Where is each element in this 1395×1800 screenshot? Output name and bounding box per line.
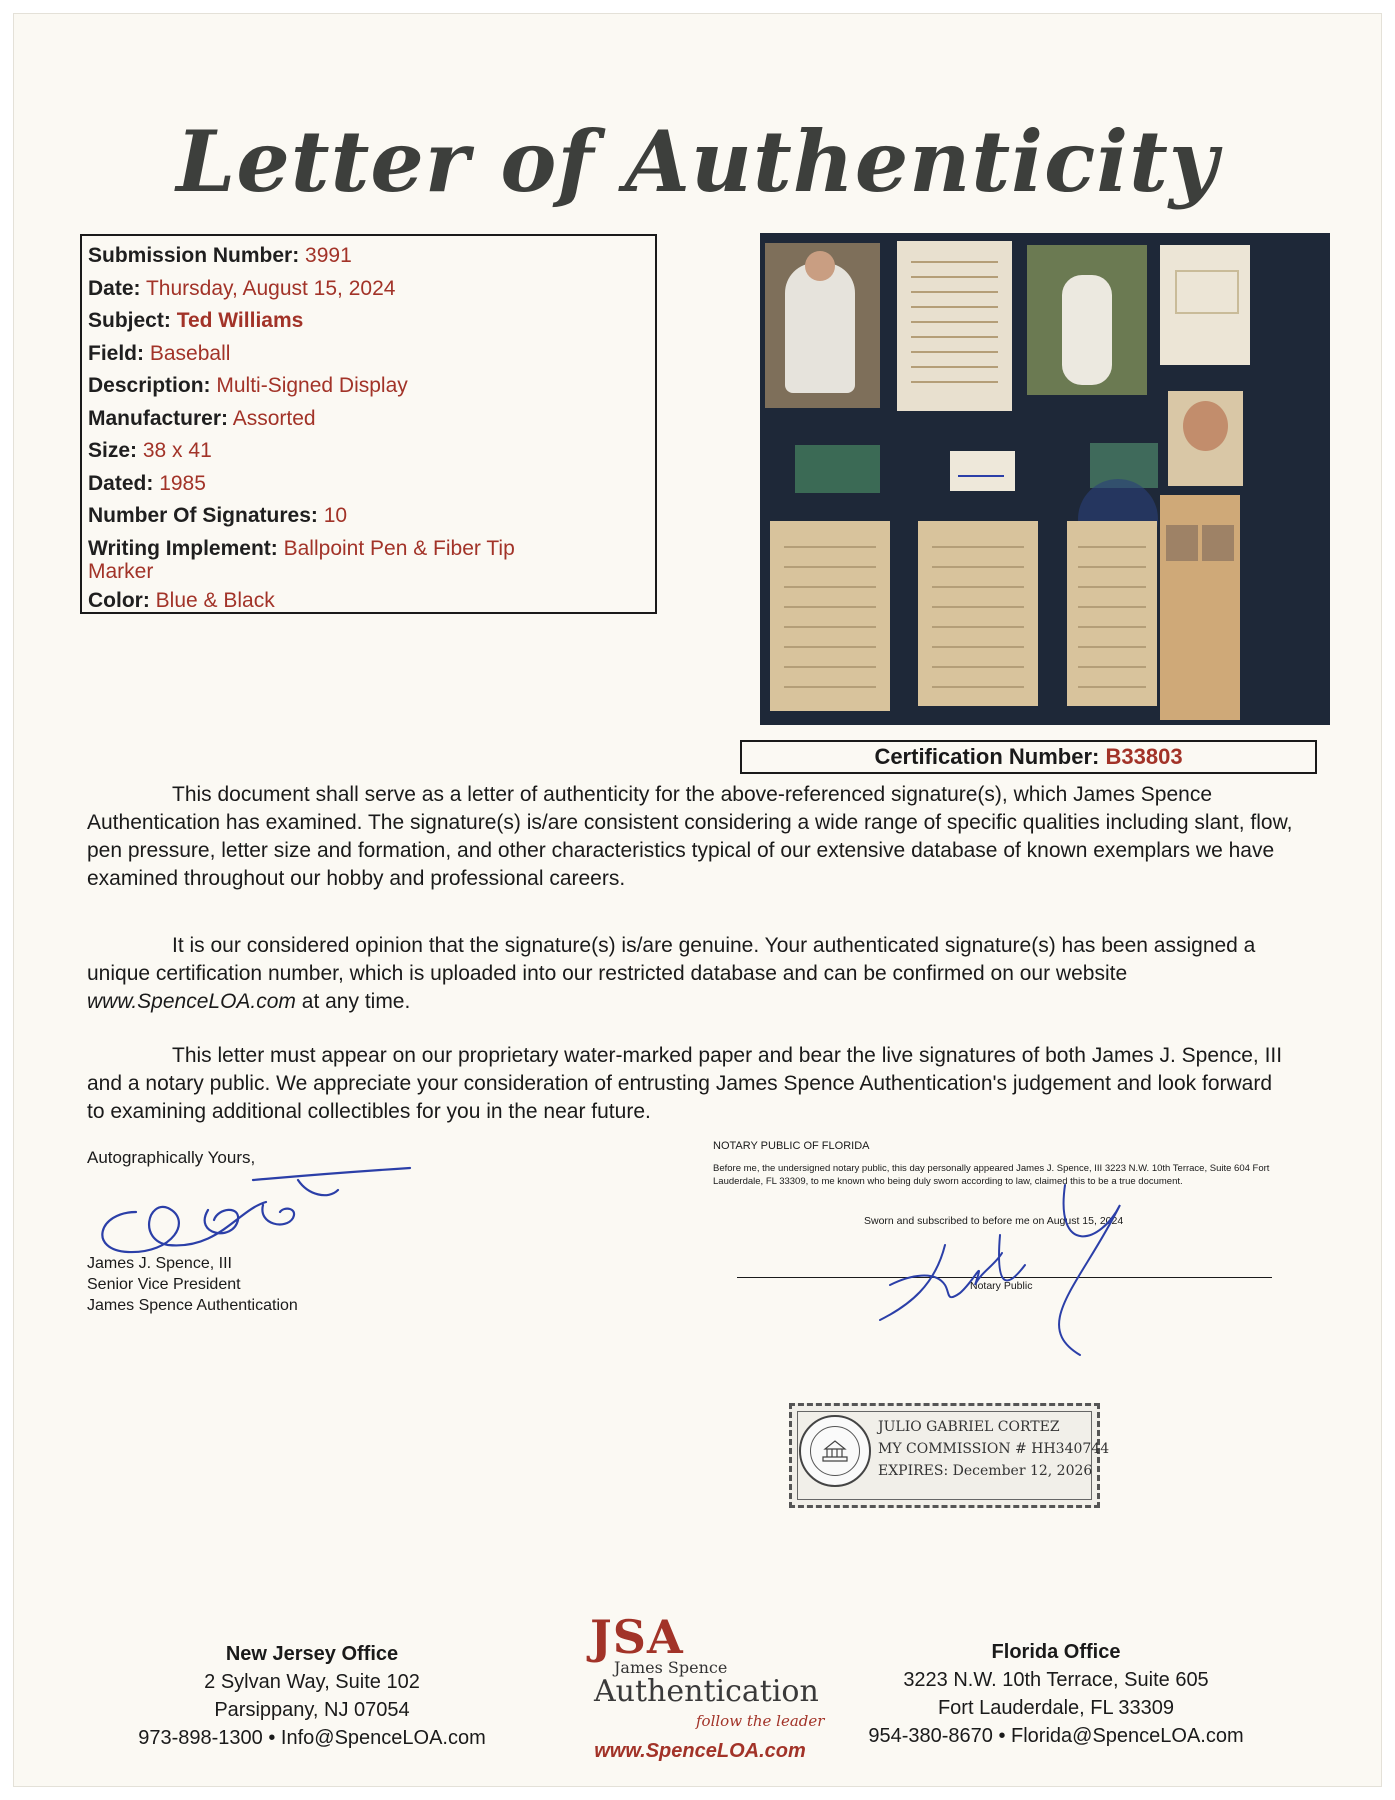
signatory-role: Senior Vice President [87,1276,241,1293]
florida-notary-seal [799,1415,871,1487]
signatures-value: 10 [323,504,348,527]
nj-office-address-1: 2 Sylvan Way, Suite 102 [204,1671,420,1693]
player-photo-left [765,243,880,408]
jsa-logo [550,1610,850,1770]
manufacturer-row [88,403,649,436]
body-paragraph-3 [87,1042,1295,1126]
notary-stamp-text [878,1416,1109,1482]
signatures-row [88,500,649,533]
body-paragraph-2 [87,932,1295,1016]
subject-value: Ted Williams [176,309,304,332]
website-link[interactable]: www.SpenceLOA.com [87,990,296,1013]
date-value: Thursday, August 15, 2024 [145,276,396,300]
letter-document-3 [1067,521,1157,706]
subject-label: Subject: [88,309,171,332]
notary-name: JULIO GABRIEL CORTEZ [878,1419,1060,1435]
notary-signature [850,1175,1180,1375]
letterhead-document [1160,245,1250,365]
new-jersey-office [102,1640,522,1752]
field-label: Field: [88,341,144,365]
notary-commission: MY COMMISSION # HH340744 [878,1441,1110,1457]
florida-office [846,1638,1266,1750]
submission-details-box [80,234,657,614]
jsa-wordmark: JSA [590,1610,684,1664]
jsa-tagline: follow the leader [696,1712,825,1730]
sworn-statement: Sworn and subscribed to before me on August 15, 2024 [864,1215,1124,1227]
fl-office-address-1: 3223 N.W. 10th Terrace, Suite 605 [903,1669,1209,1691]
stadium-card-left [795,445,880,493]
body-paragraph-1-text: This document shall serve as a letter of authenticity for the above-referenced signature(s), which James Spence Authentication has examined. The signature(s) is/are consistent considering a wide range of specific qualities including slant, flow, pen pressure, letter size and formation, and other characteristics typical of our extensive database of known exemplars we have examined throughout our hobby and professional careers. [87,783,1293,890]
notary-statement: Before me, the undersigned notary public, this day personally appeared James J. Spence, III 3223 N.W. 10th Terrace, Suite 604 Fort Lauderdale, FL 33309, to me known who being duly sworn according to law, claimed this to be a true document. [713,1163,1270,1187]
dated-label: Dated: [88,471,154,495]
spence-signature [88,1150,418,1260]
signed-card [950,451,1015,491]
size-label: Size: [88,439,138,462]
field-row [88,338,649,371]
nj-office-contact: 973-898-1300 • Info@SpenceLOA.com [138,1727,486,1749]
portrait-card [1168,391,1243,486]
nj-office-address-2: Parsippany, NJ 07054 [214,1699,410,1721]
submission-number-label: Submission Number: [88,244,300,267]
description-row [88,370,649,403]
description-value: Multi-Signed Display [216,374,408,397]
submission-number-value: 3991 [305,244,352,267]
color-label: Color: [88,589,150,612]
body-paragraph-2-start: It is our considered opinion that the signature(s) is/are genuine. Your authenticated signature(s) has been assigned a unique certification number, which is uploaded into our restricted database and can be confirmed on our website [87,934,1256,985]
notary-signature-label: Notary Public [970,1280,1033,1292]
body-paragraph-2-text [87,932,1295,1016]
manufacturer-label: Manufacturer: [88,406,229,430]
fl-office-address-2: Fort Lauderdale, FL 33309 [937,1697,1175,1719]
date-row [88,273,649,306]
jsa-website[interactable]: www.SpenceLOA.com [594,1740,806,1762]
fl-office-title: Florida Office [991,1641,1121,1663]
player-photo-swinging [1027,245,1147,395]
notary-stamp [789,1403,1110,1508]
signatures-label: Number Of Signatures: [88,504,318,527]
color-value: Blue & Black [155,589,275,612]
signatory-block [87,1253,298,1316]
notary-expiration: EXPIRES: December 12, 2026 [878,1463,1093,1479]
item-photo [760,233,1330,725]
implement-row [88,533,649,584]
body-paragraph-2-end: at any time. [295,990,411,1013]
implement-value-continued: Marker [88,560,154,583]
closing-salutation: Autographically Yours, [87,1148,256,1167]
submission-number-row [88,240,649,273]
letter-document-2 [918,521,1038,706]
newspaper-clipping [1160,495,1240,720]
signatory-name: James J. Spence, III [87,1255,232,1272]
implement-label: Writing Implement: [88,536,278,560]
dated-row [88,468,649,501]
jsa-authentication: Authentication [594,1674,819,1709]
signatory-company: James Spence Authentication [87,1297,298,1314]
field-value: Baseball [149,341,231,365]
letter-title: Letter of Authenticity [176,112,1219,211]
size-value: 38 x 41 [142,439,212,462]
color-row [88,585,649,618]
certification-number: B33803 [1105,744,1183,769]
certification-label: Certification Number: [874,744,1100,769]
body-paragraph-1 [87,781,1295,893]
nj-office-title: New Jersey Office [225,1643,399,1665]
body-paragraph-3-text: This letter must appear on our proprietary water-marked paper and bear the live signatures of both James J. Spence, III and a notary public. We appreciate your consideration of entrusting James Spence Authentication's judgement and look forward to examining additional collectibles for you in the near future. [87,1044,1283,1123]
manufacturer-value: Assorted [232,406,316,430]
date-label: Date: [88,276,141,300]
description-label: Description: [88,374,211,397]
roster-document [897,241,1012,411]
jsa-name: James Spence [614,1658,728,1677]
notary-heading: NOTARY PUBLIC OF FLORIDA [713,1140,870,1152]
letter-document-1 [770,521,890,711]
implement-value: Ballpoint Pen & Fiber Tip [283,536,515,560]
subject-row [88,305,649,338]
size-row [88,435,649,468]
certification-number-box [740,740,1317,774]
dated-value: 1985 [159,471,206,495]
fl-office-contact: 954-380-8670 • Florida@SpenceLOA.com [868,1725,1244,1747]
